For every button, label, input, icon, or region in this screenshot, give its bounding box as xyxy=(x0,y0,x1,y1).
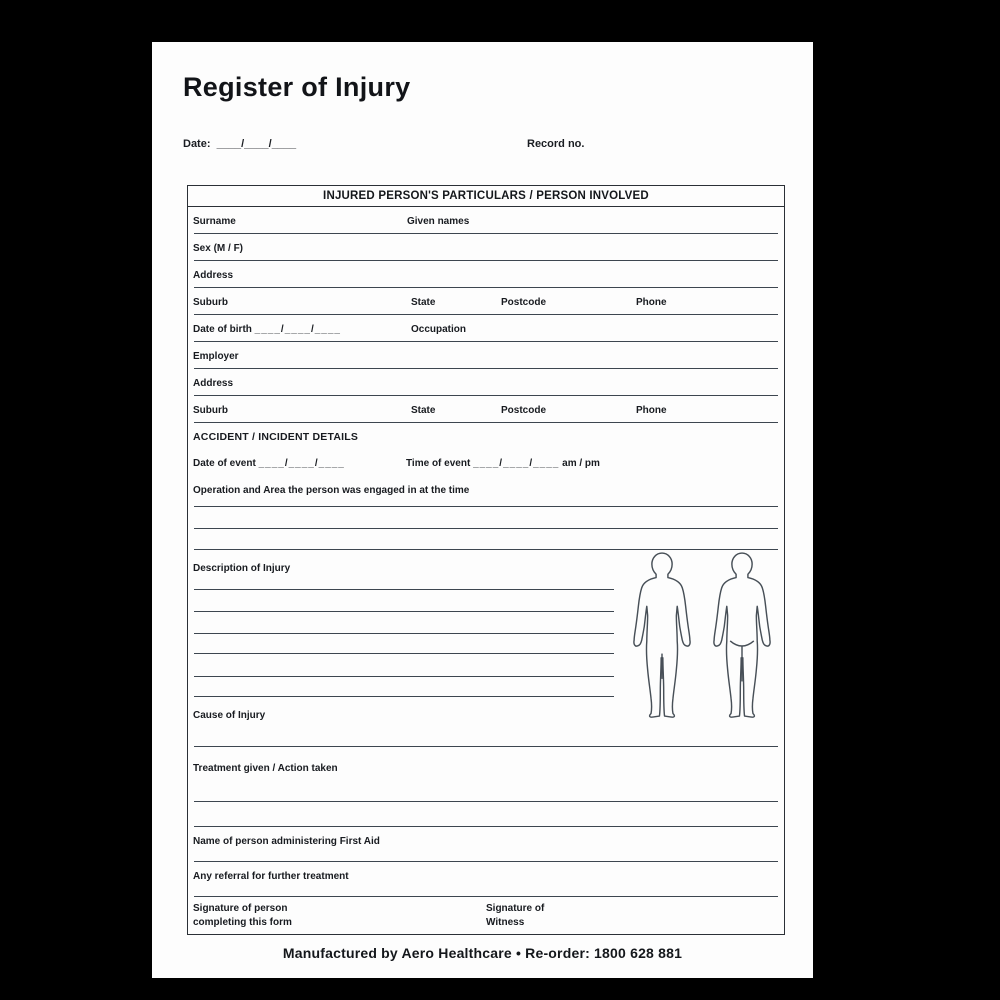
section-header-particulars: INJURED PERSON'S PARTICULARS / PERSON INVOLVED xyxy=(188,186,784,207)
time-of-event-label: Time of event xyxy=(406,458,471,469)
date-of-birth-label: Date of birth xyxy=(193,324,252,335)
date-blank: ____/____/____ xyxy=(216,138,297,150)
write-line xyxy=(194,746,778,747)
employer-state-label: State xyxy=(411,405,436,416)
time-of-event-blank: ____/____/____ xyxy=(473,458,560,469)
write-line xyxy=(194,233,778,234)
employer-phone-label: Phone xyxy=(636,405,667,416)
referral-label: Any referral for further treatment xyxy=(193,871,349,882)
section-header-accident: ACCIDENT / INCIDENT DETAILS xyxy=(193,431,359,443)
date-label: Date: xyxy=(183,138,211,150)
employer-label: Employer xyxy=(193,351,239,362)
write-line xyxy=(194,368,778,369)
dob-blank: ____/____/____ xyxy=(254,324,341,335)
write-line xyxy=(194,287,778,288)
description-label: Description of Injury xyxy=(193,563,291,574)
write-line xyxy=(194,528,778,529)
write-line xyxy=(194,696,614,697)
sex-label: Sex (M / F) xyxy=(193,243,244,254)
write-line xyxy=(194,676,614,677)
write-line xyxy=(194,422,778,423)
write-line xyxy=(194,861,778,862)
employer-address-label: Address xyxy=(193,378,234,389)
suburb-label: Suburb xyxy=(193,297,228,308)
write-line xyxy=(194,260,778,261)
body-outline-front-icon xyxy=(624,546,700,724)
time-of-event-field xyxy=(406,458,600,470)
date-of-event-label: Date of event xyxy=(193,458,256,469)
body-diagram xyxy=(624,546,780,724)
write-line xyxy=(194,801,778,802)
employer-suburb-label: Suburb xyxy=(193,405,228,416)
write-line xyxy=(194,589,614,590)
postcode-label: Postcode xyxy=(501,297,547,308)
write-line xyxy=(194,653,614,654)
cause-label: Cause of Injury xyxy=(193,710,266,721)
surname-label: Surname xyxy=(193,216,236,227)
date-of-event-blank: ____/____/____ xyxy=(258,458,345,469)
write-line xyxy=(194,611,614,612)
date-field xyxy=(183,138,296,150)
date-of-birth-field xyxy=(193,324,341,336)
footer-text: Manufactured by Aero Healthcare • Re-order: 1800 628 881 xyxy=(282,945,683,961)
write-line xyxy=(194,506,778,507)
signature-person-label-line2: completing this form xyxy=(193,917,292,928)
write-line xyxy=(194,341,778,342)
write-line xyxy=(194,314,778,315)
given-names-label: Given names xyxy=(407,216,470,227)
write-line xyxy=(194,395,778,396)
page-title: Register of Injury xyxy=(183,72,411,102)
signature-person-label-line1: Signature of person xyxy=(193,903,288,914)
date-of-event-field xyxy=(193,458,345,470)
write-line xyxy=(194,826,778,827)
signature-witness-label-line1: Signature of xyxy=(486,903,545,914)
treatment-label: Treatment given / Action taken xyxy=(193,763,338,774)
state-label: State xyxy=(411,297,436,308)
injury-form xyxy=(187,185,785,935)
ampm-label: am / pm xyxy=(562,458,600,469)
phone-label: Phone xyxy=(636,297,667,308)
occupation-label: Occupation xyxy=(411,324,467,335)
body-outline-back-icon xyxy=(704,546,780,724)
signature-witness-label-line2: Witness xyxy=(486,917,525,928)
first-aid-label: Name of person administering First Aid xyxy=(193,836,380,847)
operation-label: Operation and Area the person was engaged in at the time xyxy=(193,485,470,496)
form-page xyxy=(152,42,813,978)
write-line xyxy=(194,896,778,897)
address-label: Address xyxy=(193,270,234,281)
record-no-label: Record no. xyxy=(527,138,585,150)
employer-postcode-label: Postcode xyxy=(501,405,547,416)
write-line xyxy=(194,633,614,634)
